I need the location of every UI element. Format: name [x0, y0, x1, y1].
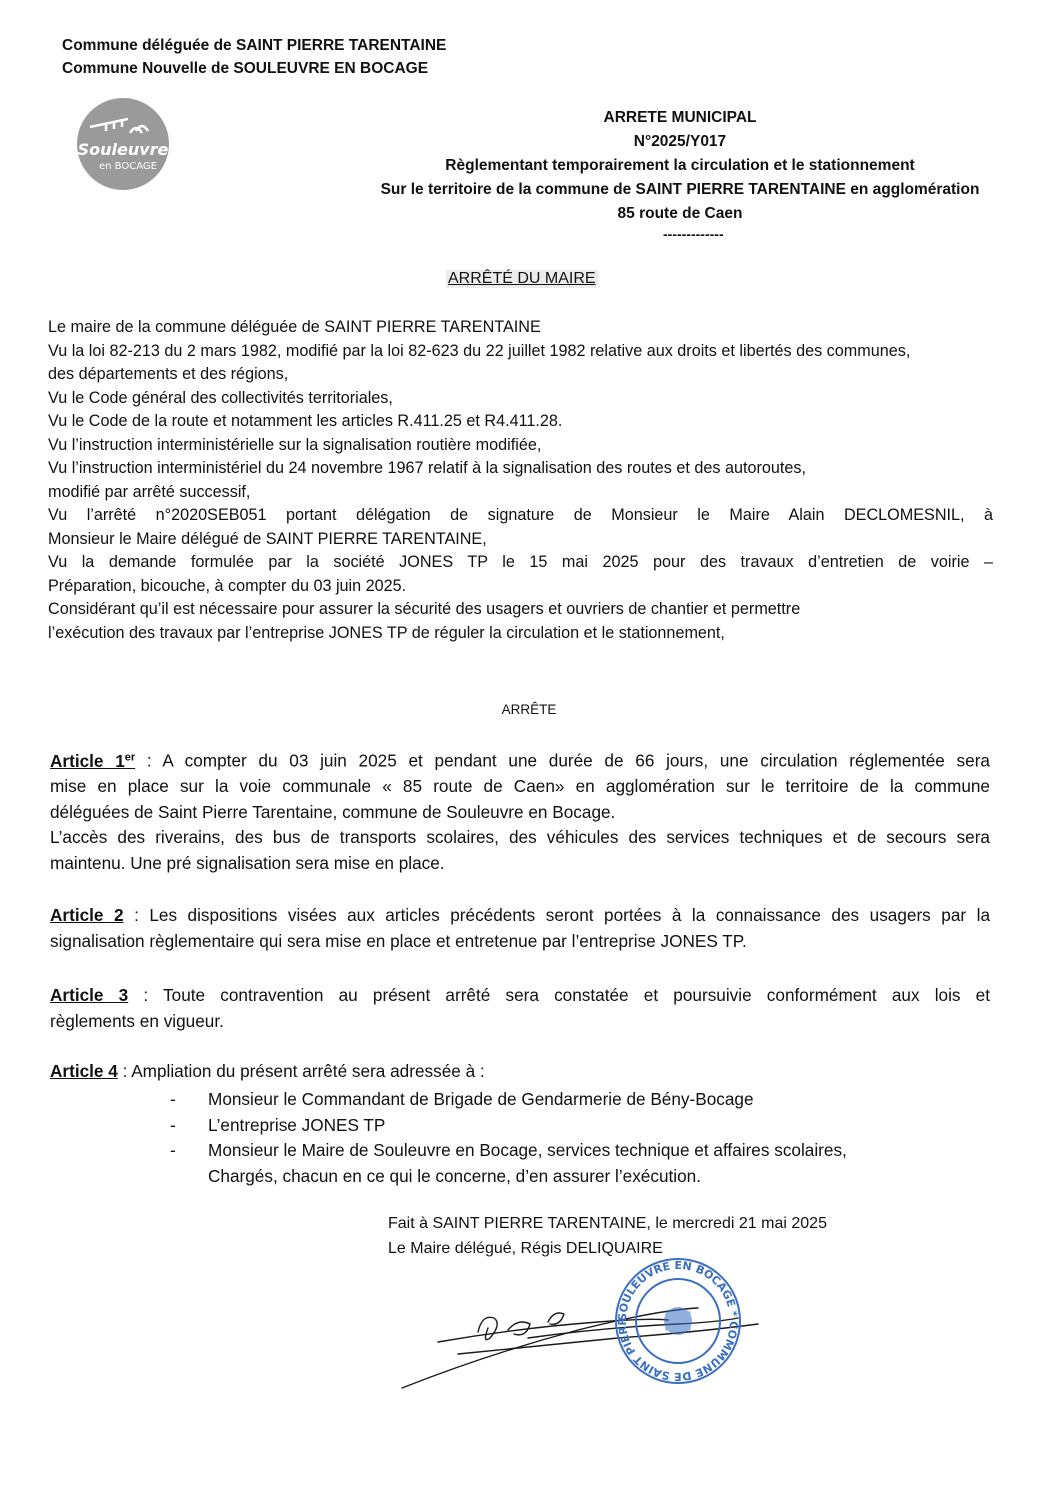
preamble-line: Monsieur le Maire délégué de SAINT PIERRE TARENTAINE, [48, 529, 487, 548]
preamble-line: Considérant qu’il est nécessaire pour assurer la sécurité des usagers et ouvriers de chantier et permettre [48, 600, 801, 618]
preamble-line: l’exécution des travaux par l’entreprise JONES TP de réguler la circulation et le stationnement, [48, 623, 725, 642]
section-heading: ARRÊTÉ DU MAIRE [448, 270, 596, 287]
preamble-line: Préparation, bicouche, à compter du 03 juin 2025. [48, 576, 407, 595]
article-2-label: Article 2 [50, 905, 124, 925]
preamble [48, 316, 993, 645]
article-text: signalisation règlementaire qui sera mise en place et entretenue par l’entreprise JONES TP. [50, 930, 747, 951]
article-2 [50, 903, 990, 954]
preamble-line: Vu la loi 82-213 du 2 mars 1982, modifié par la loi 82-623 du 22 juillet 1982 relative aux droits et libertés des communes, [48, 341, 911, 360]
title-line-3: Règlementant temporairement la circulation et le stationnement [445, 157, 915, 174]
arrete-label: ARRÊTE [501, 702, 557, 717]
logo-text-2: en BOCAGE [99, 161, 157, 172]
recipient-list [170, 1087, 970, 1189]
preamble-line: Vu le Code général des collectivités territoriales, [48, 388, 393, 407]
article-text: mise en place sur la voie communale « 85 route de Caen» en agglomération sur le territoire de la commune [50, 776, 990, 797]
article-text: déléguées de Saint Pierre Tarentaine, commune de Souleuvre en Bocage. [50, 801, 616, 822]
title-number: N°2025/Y017 [633, 133, 727, 150]
official-stamp [608, 1256, 748, 1386]
stamp-text: SOULEUVRE EN BOCAGE * COMMUNE DE SAINT PIERR [615, 1258, 741, 1384]
signer-name: Le Maire délégué, Régis DELIQUAIRE [388, 1240, 663, 1257]
article-text: maintenu. Une pré signalisation sera mise en place. [50, 852, 445, 873]
article-text: : Ampliation du présent arrêté sera adressée à : [117, 1061, 485, 1081]
article-1 [50, 745, 990, 876]
header-line-1: Commune déléguée de SAINT PIERRE TARENTAINE [62, 37, 447, 54]
commune-header [62, 34, 446, 80]
preamble-line: Vu l’instruction interministérielle sur la signalisation routière modifiée, [48, 435, 542, 454]
article-3 [50, 983, 990, 1034]
recipient-item: - Monsieur le Maire de Souleuvre en Bocage, services technique et affaires scolaires, [170, 1140, 847, 1160]
recipient-item: - L’entreprise JONES TP [170, 1114, 386, 1135]
article-text: : Toute contravention au présent arrêté sera constatée et poursuivie conformément aux lois et [128, 985, 991, 1005]
preamble-line: des départements et des régions, [48, 365, 289, 383]
header-line-2: Commune Nouvelle de SOULEUVRE EN BOCAGE [62, 60, 429, 77]
preamble-line: Vu l’arrêté n°2020SEB051 portant délégation de signature de Monsieur le Maire Alain DECLOMESNIL, à [48, 506, 993, 524]
recipient-item: - Monsieur le Commandant de Brigade de Gendarmerie de Bény-Bocage [170, 1089, 754, 1109]
execution-clause: Chargés, chacun en ce qui le concerne, d’en assurer l’exécution. [208, 1165, 701, 1186]
souleuvre-logo [76, 97, 170, 191]
article-text: règlements en vigueur. [50, 1010, 224, 1031]
title-line-4: Sur le territoire de la commune de SAINT PIERRE TARENTAINE en agglomération [380, 181, 980, 198]
decree-title [300, 106, 1058, 226]
preamble-line: Vu le Code de la route et notamment les articles R.411.25 et R4.411.28. [48, 412, 563, 430]
article-1-label: Article 1er [50, 750, 136, 771]
place-date: Fait à SAINT PIERRE TARENTAINE, le mercredi 21 mai 2025 [388, 1215, 827, 1232]
title-line-1: ARRETE MUNICIPAL [603, 109, 757, 126]
preamble-line: modifié par arrêté successif, [48, 482, 251, 501]
article-3-label: Article 3 [50, 985, 129, 1005]
preamble-line: Vu l’instruction interministériel du 24 novembre 1967 relatif à la signalisation des routes et des autoroutes, [48, 459, 806, 477]
logo-text-1: Souleuvre [77, 140, 169, 159]
preamble-line: Le maire de la commune déléguée de SAINT PIERRE TARENTAINE [48, 318, 541, 336]
article-text: : A compter du 03 juin 2025 et pendant une durée de 66 jours, une circulation réglementée sera [135, 750, 990, 771]
preamble-line: Vu la demande formulée par la société JONES TP le 15 mai 2025 pour des travaux d’entretien de voirie – [48, 553, 993, 571]
title-address: 85 route de Caen [617, 205, 743, 222]
article-text: : Les dispositions visées aux articles précédents seront portées à la connaissance des usagers par la [123, 905, 991, 925]
article-4 [50, 1059, 990, 1085]
title-rule: ------------- [663, 226, 724, 242]
article-text: L’accès des riverains, des bus de transports scolaires, des véhicules des services techniques et de secours sera [50, 827, 990, 848]
article-4-label: Article 4 [50, 1061, 118, 1081]
signature-block [388, 1211, 827, 1261]
